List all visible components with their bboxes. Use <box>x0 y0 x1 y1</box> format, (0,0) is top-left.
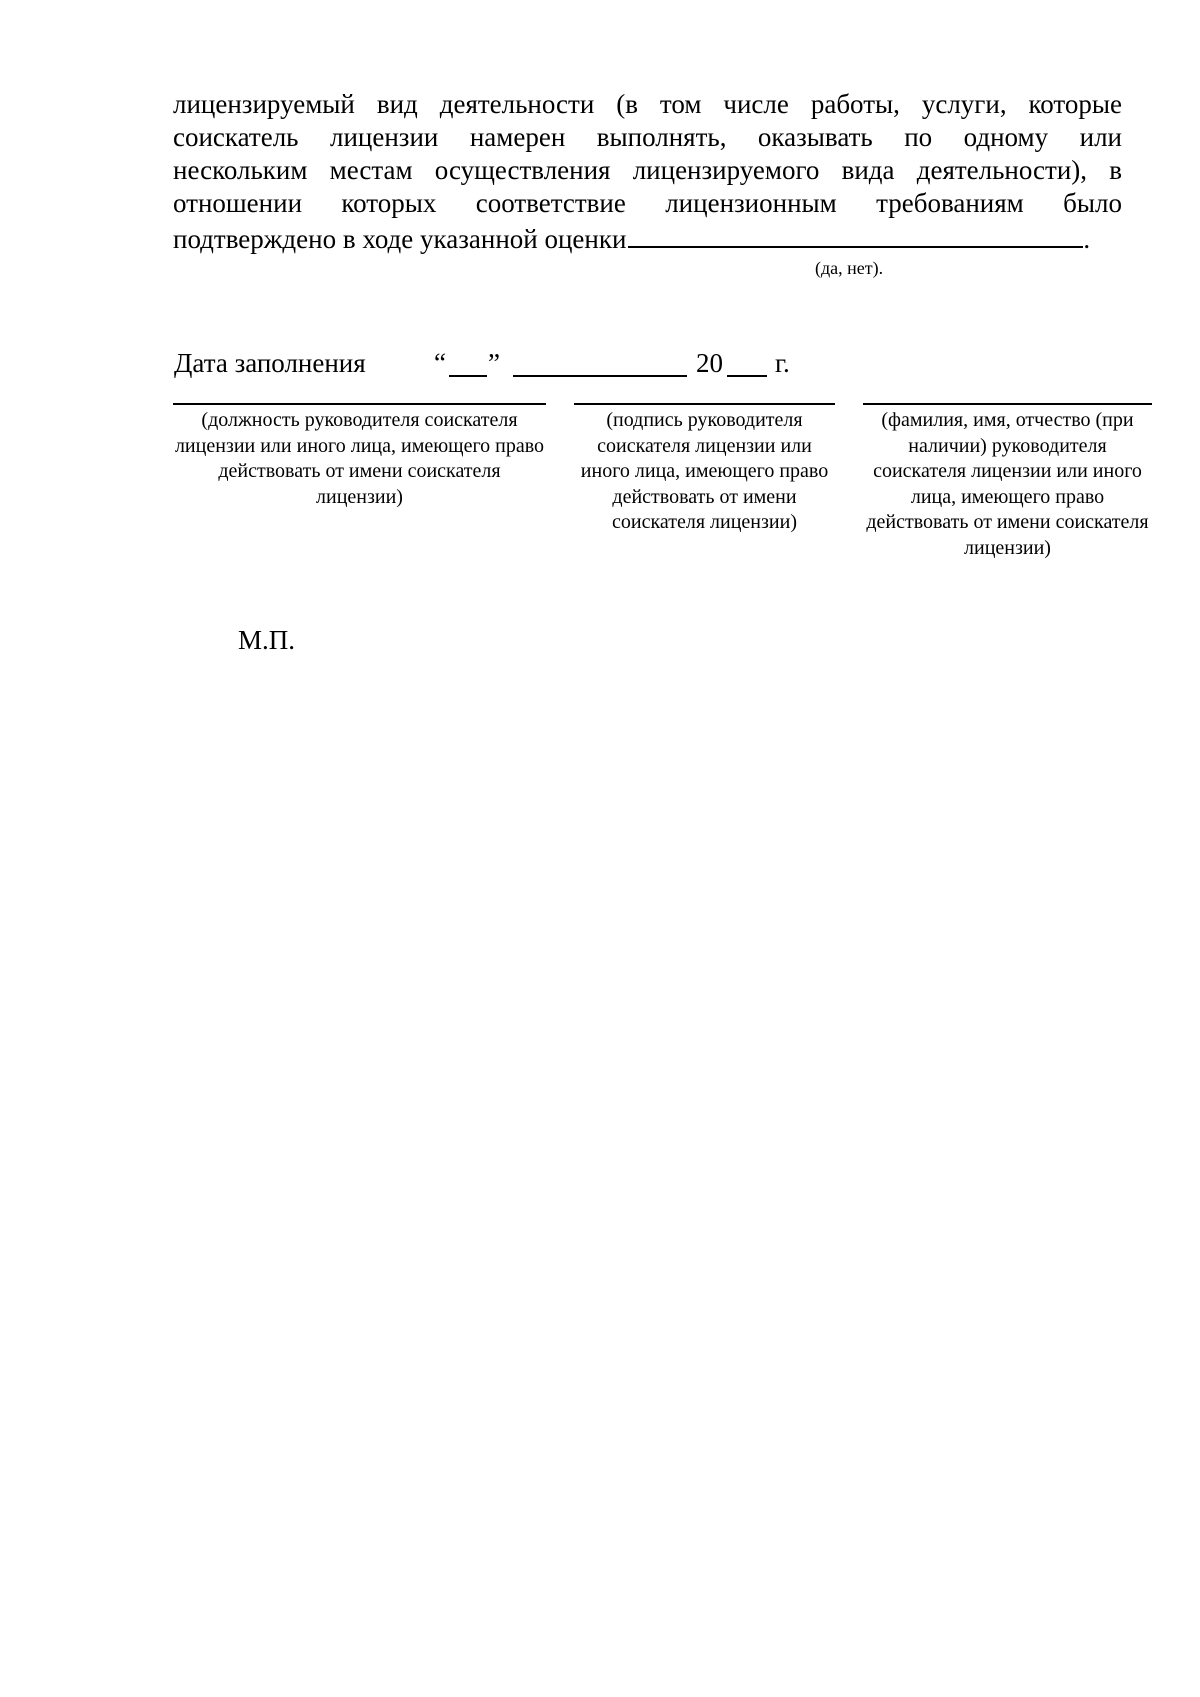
paragraph-last-line <box>173 220 1122 256</box>
name-signature-line[interactable] <box>863 403 1152 405</box>
paragraph-line: подтверждено в ходе указанной оценки <box>173 224 627 254</box>
date-open-quote: “ <box>434 348 446 378</box>
position-signature-line[interactable] <box>173 403 546 405</box>
date-day-blank[interactable] <box>449 375 487 377</box>
date-year-prefix: 20 <box>696 348 723 378</box>
sign-caption: (подпись руководителя соискателя лицензии или иного лица, имеющего право действовать от имени соискателя лицензии) <box>580 409 829 533</box>
paragraph-line: отношении которых соответствие лицензионным требованиям было <box>173 188 1122 218</box>
date-label: Дата заполнения <box>174 348 366 378</box>
signature-sign-block <box>574 403 835 536</box>
paragraph-line: нескольким местам осуществления лицензируемого вида деятельности), в <box>173 155 1122 185</box>
date-close-quote: ” <box>488 348 500 378</box>
date-year-suffix: г. <box>775 348 790 378</box>
answer-hint: (да, нет). <box>815 258 884 278</box>
answer-blank-field[interactable] <box>628 220 1083 248</box>
date-year-blank[interactable] <box>727 375 767 377</box>
position-caption: (должность руководителя соискателя лицензии или иного лица, имеющего право действовать от имени соискателя лицензии) <box>174 409 545 508</box>
sign-signature-line[interactable] <box>574 403 835 405</box>
paragraph-end-mark: . <box>1083 224 1091 254</box>
date-month-blank[interactable] <box>513 375 687 377</box>
stamp-label: М.П. <box>238 625 296 655</box>
signature-name-block <box>863 403 1152 561</box>
name-caption: (фамилия, имя, отчество (при наличии) руководителя соискателя лицензии или иного лица, имеющего право действовать от имени соискателя лицензии) <box>866 409 1149 559</box>
paragraph-line: лицензируемый вид деятельности (в том числе работы, услуги, которые <box>173 89 1122 119</box>
signature-position-block <box>173 403 546 510</box>
paragraph-line: соискатель лицензии намерен выполнять, оказывать по одному или <box>173 122 1122 152</box>
assessment-paragraph <box>173 88 1122 256</box>
